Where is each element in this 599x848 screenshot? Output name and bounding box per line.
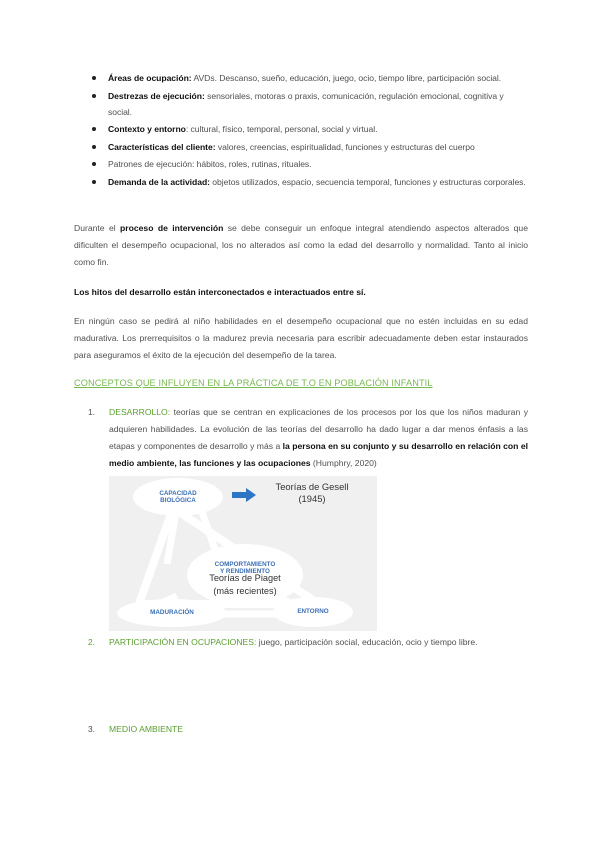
bullet-icon [92, 94, 96, 98]
bullet-icon [92, 162, 96, 166]
list-item: Contexto y entorno: cultural, físico, temporal, personal, social y virtual. [92, 121, 528, 137]
list-item: Demanda de la actividad: objetos utilizados, espacio, secuencia temporal, funciones y estructuras corporales. [92, 174, 528, 190]
list-item: Características del cliente: valores, creencias, espiritualidad, funciones y estructuras del cuerpo [92, 139, 528, 155]
right-arrow-icon [232, 488, 258, 502]
numbered-list-2 [88, 634, 528, 651]
gesell-theories-label: Teorías de Gesell (1945) [275, 481, 349, 504]
numbered-list-3 [88, 721, 528, 738]
section-heading: CONCEPTOS QUE INFLUYEN EN LA PRÁCTICA DE T.O EN POBLACIÓN INFANTIL [74, 378, 433, 388]
list-item: 2. PARTICIPACIÓN EN OCUPACIONES: juego, participación social, educación, ocio y tiempo libre. [88, 637, 478, 647]
environment-node: ENTORNO [273, 597, 353, 627]
list-item: Destrezas de ejecución: sensoriales, motoras o praxis, comunicación, regulación emocional, cognitiva y social. [92, 88, 528, 120]
bullet-icon [92, 180, 96, 184]
list-item: 3. MEDIO AMBIENTE [88, 724, 184, 734]
list-item: Patrones de ejecución: hábitos, roles, rutinas, rituales. [92, 156, 528, 172]
bullet-list [92, 70, 528, 191]
paragraph-prerequisites: En ningún caso se pedirá al niño habilidades en el desempeño ocupacional que no estén incluidas en su edad madurativa. Los prerrequisitos o la madurez previa necesaria para escribir adecuadamente deben estar instaurados para aseguramos el éxito de la ejecución del desempeño de la tarea. [74, 316, 528, 360]
behavior-performance-node: COMPORTAMIENTO Y RENDIMIENTO [187, 544, 303, 606]
bullet-icon [92, 76, 96, 80]
numbered-list-1 [88, 404, 528, 472]
development-diagram [109, 476, 377, 631]
list-item: 1. DESARROLLO: teorías que se centran en explicaciones de los procesos por los que los niños maduran y adquieren habilidades. La evolución de las teorías del desarrollo ha dado lugar a dar menos énfasis a las etapas y componentes de desarrollo y más a la persona en su conjunto y su desarrollo en relación con el medio ambiente, las funciones y las ocupaciones (Humphry, 2020) [88, 407, 528, 468]
bullet-icon [92, 145, 96, 149]
maturation-node: MADURACIÓN [117, 599, 227, 627]
paragraph-milestones: Los hitos del desarrollo están interconectados e interactuados entre sí. [74, 287, 366, 297]
bullet-icon [92, 127, 96, 131]
list-item: Áreas de ocupación: AVDs. Descanso, sueño, educación, juego, ocio, tiempo libre, participación social. [92, 70, 528, 86]
biological-capacity-node: CAPACIDAD BIOLÓGICA [133, 478, 223, 516]
paragraph-intervention: Durante el proceso de intervención se debe conseguir un enfoque integral atendiendo aspectos alterados que dificulten el desempeño ocupacional, los no alterados así como la edad del desarrollo y normalidad. Tanto al inicio como fin. [74, 223, 528, 267]
piaget-theories-label: Teorías de Piaget (más recientes) [209, 573, 281, 596]
